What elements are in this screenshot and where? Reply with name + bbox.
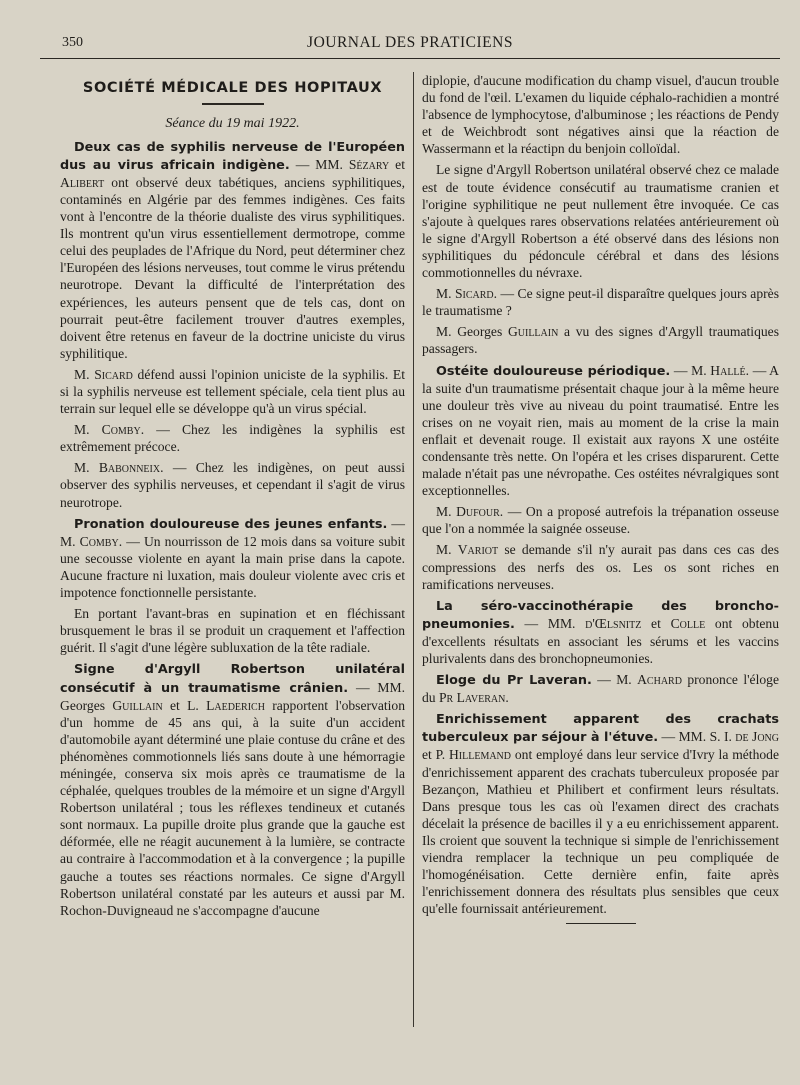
title-rule	[202, 103, 264, 105]
discussion-sicard: M. Sicard. — Ce signe peut-il disparaître quelques jours après le traumatisme ?	[422, 286, 779, 319]
article-heading: Signe d'Argyll Robertson unilatéral consécutif à un traumatisme crânien.	[60, 662, 405, 696]
article-heading: Enrichissement apparent des crachats tuberculeux par séjour à l'étuve.	[422, 712, 779, 746]
speaker-name: Sicard	[454, 286, 494, 302]
discussion-sicard: M. Sicard défend aussi l'opinion uniciste de la syphilis. Et si la syphilis nerveuse est tellement spéciale, cela tient plus au terrain sur lequel elle se développe qu'à un virus spécial.	[60, 366, 406, 417]
speaker-name: Sicard	[94, 366, 133, 382]
author-name: Comby	[79, 533, 119, 549]
author-name: Laederich	[206, 697, 265, 713]
author-name: Pr Laveran	[439, 690, 506, 706]
page-number: 350	[62, 35, 83, 50]
article-heading: La séro-vaccinothérapie des broncho-pneumonies.	[422, 598, 779, 632]
column-divider	[413, 72, 414, 1027]
end-rule	[566, 923, 636, 924]
left-column	[60, 72, 405, 923]
author-name: Achard	[637, 672, 682, 688]
discussion-guillain: M. Georges Guillain a vu des signes d'Argyll traumatiques passagers.	[422, 324, 779, 357]
author-name: de Jong	[735, 729, 780, 745]
discussion-dufour: M. Dufour. — On a proposé autrefois la trépanation osseuse que l'on a nommée la saignée osseuse.	[422, 504, 779, 537]
article-sero-vaccinotherapie: La séro-vaccinothérapie des broncho-pneumonies. — MM. d'Œlsnitz et Colle ont obtenu d'excellents résultats en associant les sérums et les vaccins plurivalents dans des bronchopneumonies.	[422, 598, 779, 666]
paragraph-continued: diplopie, d'aucune modification du champ visuel, d'aucun trouble du fond de l'œil. L'examen du liquide céphalo-rachidien a montré l'absence de lymphocytose, d'albuminose ; les réactions de Pendy et de Weichbrodt sont négatives ainsi que la réaction de Wassermann et la réactipn du benjoin colloïdal.	[422, 73, 779, 157]
article-syphilis-nerveuse: Deux cas de syphilis nerveuse de l'Européen dus au virus africain indigène. — MM. Sézary et Alibert ont observé deux tabétiques, anciens syphilitiques, contaminés en Algérie par des femmes indigènes. Ces faits vont à l'encontre de la théorie dualiste des virus syphilitiques. Ils montrent qu'un virus essentiellement dermotrope, comme celui des peuplades de l'Afrique du Nord, peut déterminer chez l'Européen des lésions nerveuses, tout comme le virus prétendu neurotrope. Devant la difficulté de l'interprétation des expériences, les auteurs pensent que de tels cas, dont on pourrait peut-être facilement trouver d'autres exemples, doivent être retenus en faveur de la doctrine uniciste du virus syphilitique.	[60, 139, 405, 361]
article-enrichissement-crachats: Enrichissement apparent des crachats tuberculeux par séjour à l'étuve. — MM. S. I. de Jong et P. Hillemand ont employé dans leur service d'Ivry la méthode d'enrichissement apparent des crachats tuberculeux proposée par Bezançon, Mathieu et Philibert et confirment leurs résultats. Dans presque tous les cas où l'examen direct des crachats décelait la présence de bacilles il y a eu enrichissement apparent. Ils croient que souvent la technique si simple de l'enrichissement viendra remplacer la technique un peu compliquée de l'homogénéisation. Cette dernière enfin, faite après l'enrichissement donnera des résultats plus sensibles que ceux qu'elle fournissait antérieurement.	[422, 712, 780, 917]
paragraph: En portant l'avant-bras en supination et en fléchissant brusquement le bras il se produit un craquement et l'affection guérit. Il s'agit d'une légère subluxation de la tête radiale.	[60, 606, 405, 656]
article-heading: Ostéite douloureuse périodique.	[436, 363, 671, 379]
article-osteite-douloureuse: Ostéite douloureuse périodique. — M. Hallé. — A la suite d'un traumatisme présentait chaque jour à la même heure une douleur très vive au niveau du point traumatisé. Entre les crises on ne voyait rien, mais au moment de la crise la main enflait et devenait rouge. Il existait aux rayons X une ostéite condensante très nette. On l'opéra et les crises disparurent. Cette malade n'était pas une névropathe. Ces ostéites névralgiques sont exceptionnelles.	[422, 362, 779, 499]
author-name: Colle	[670, 615, 706, 631]
section-title: SOCIÉTÉ MÉDICALE DES HOPITAUX	[82, 80, 383, 96]
speaker-name: Dufour	[456, 504, 500, 520]
speaker-name: Comby	[101, 422, 141, 438]
author-name: d'Œlsnitz	[585, 615, 642, 631]
right-column	[422, 72, 779, 924]
discussion-babonneix: M. Babonneix. — Chez les indigènes, on peut aussi observer des syphilis nerveuses, et cependant il s'agit de virus neurotrope.	[60, 460, 406, 510]
article-pronation-douloureuse: Pronation douloureuse des jeunes enfants. — M. Comby. — Un nourrisson de 12 mois dans sa voiture subit une secousse violente en ayant la main prise dans la capote. Aucune fracture ni luxation, mais douleur violente avec cris et impotence fonctionnelle persistante.	[60, 515, 406, 601]
author-name: Guillain	[112, 697, 163, 713]
article-heading: Pronation douloureuse des jeunes enfants.	[74, 516, 388, 532]
article-heading: Deux cas de syphilis nerveuse de l'Européen dus au virus africain indigène.	[60, 139, 405, 173]
author-name: Alibert	[60, 174, 105, 190]
author-name: Hillemand	[448, 747, 511, 763]
page-header	[40, 30, 780, 59]
article-argyll-robertson: Signe d'Argyll Robertson unilatéral consécutif à un traumatisme crânien. — MM. Georges Guillain et L. Laederich rapportent l'observation d'un homme de 45 ans qui, à la suite d'un accident d'automobile ayant déterminé une plaie contuse du crâne et des phénomènes commotionnels liés sans doute à une hémorragie méningée, conserva six mois après ce traumatisme de la céphalée, quelques troubles de la mémoire et un signe d'Argyll Robertson unilatéral ; tous les réflexes tendineux et cutanés sont normaux. La pupille droite plus grande que la gauche est déformée, elle ne réagit aucunement à la lumière, se contracte au contraire à l'accommodation et à la convergence ; la pupille gauche a toutes ses réactions normales. Ce signe d'Argyll Robertson unilatéral constaté par les auteurs et aussi par M. Rochon-Duvigneaud ne s'accompagne d'aucune	[60, 662, 406, 918]
speaker-name: Guillain	[507, 324, 559, 340]
article-eloge-laveran: Eloge du Pr Laveran. — M. Achard prononce l'éloge du Pr Laveran.	[422, 672, 779, 706]
discussion-comby: M. Comby. — Chez les indigènes la syphilis est extrêmement précoce.	[60, 422, 405, 455]
discussion-variot: M. Variot se demande s'il n'y aurait pas dans ces cas des compressions des nerfs des os. Les os sont riches en ramifications nerveuses.	[422, 542, 780, 592]
paragraph: Le signe d'Argyll Robertson unilatéral observé chez ce malade est de toute évidence consécutif au traumatisme cranien et l'origine syphilitique ne peut nullement être invoquée. Ce cas s'ajoute à quelques rares observations relatées antérieurement où le signe d'Argyll Robertson a été observé dans des lésions non syphilitiques du pédoncule cérébral et dans des lésions commotionnelles du névraxe.	[422, 162, 779, 281]
seance-date: Séance du 19 mai 1922.	[165, 115, 300, 131]
journal-title: JOURNAL DES PRATICIENS	[307, 34, 513, 51]
article-heading: Eloge du Pr Laveran.	[436, 673, 592, 689]
speaker-name: Variot	[457, 542, 499, 558]
author-name: Hallé	[710, 362, 746, 378]
speaker-name: Babonneix	[98, 460, 161, 476]
author-name: Sézary	[348, 156, 390, 172]
